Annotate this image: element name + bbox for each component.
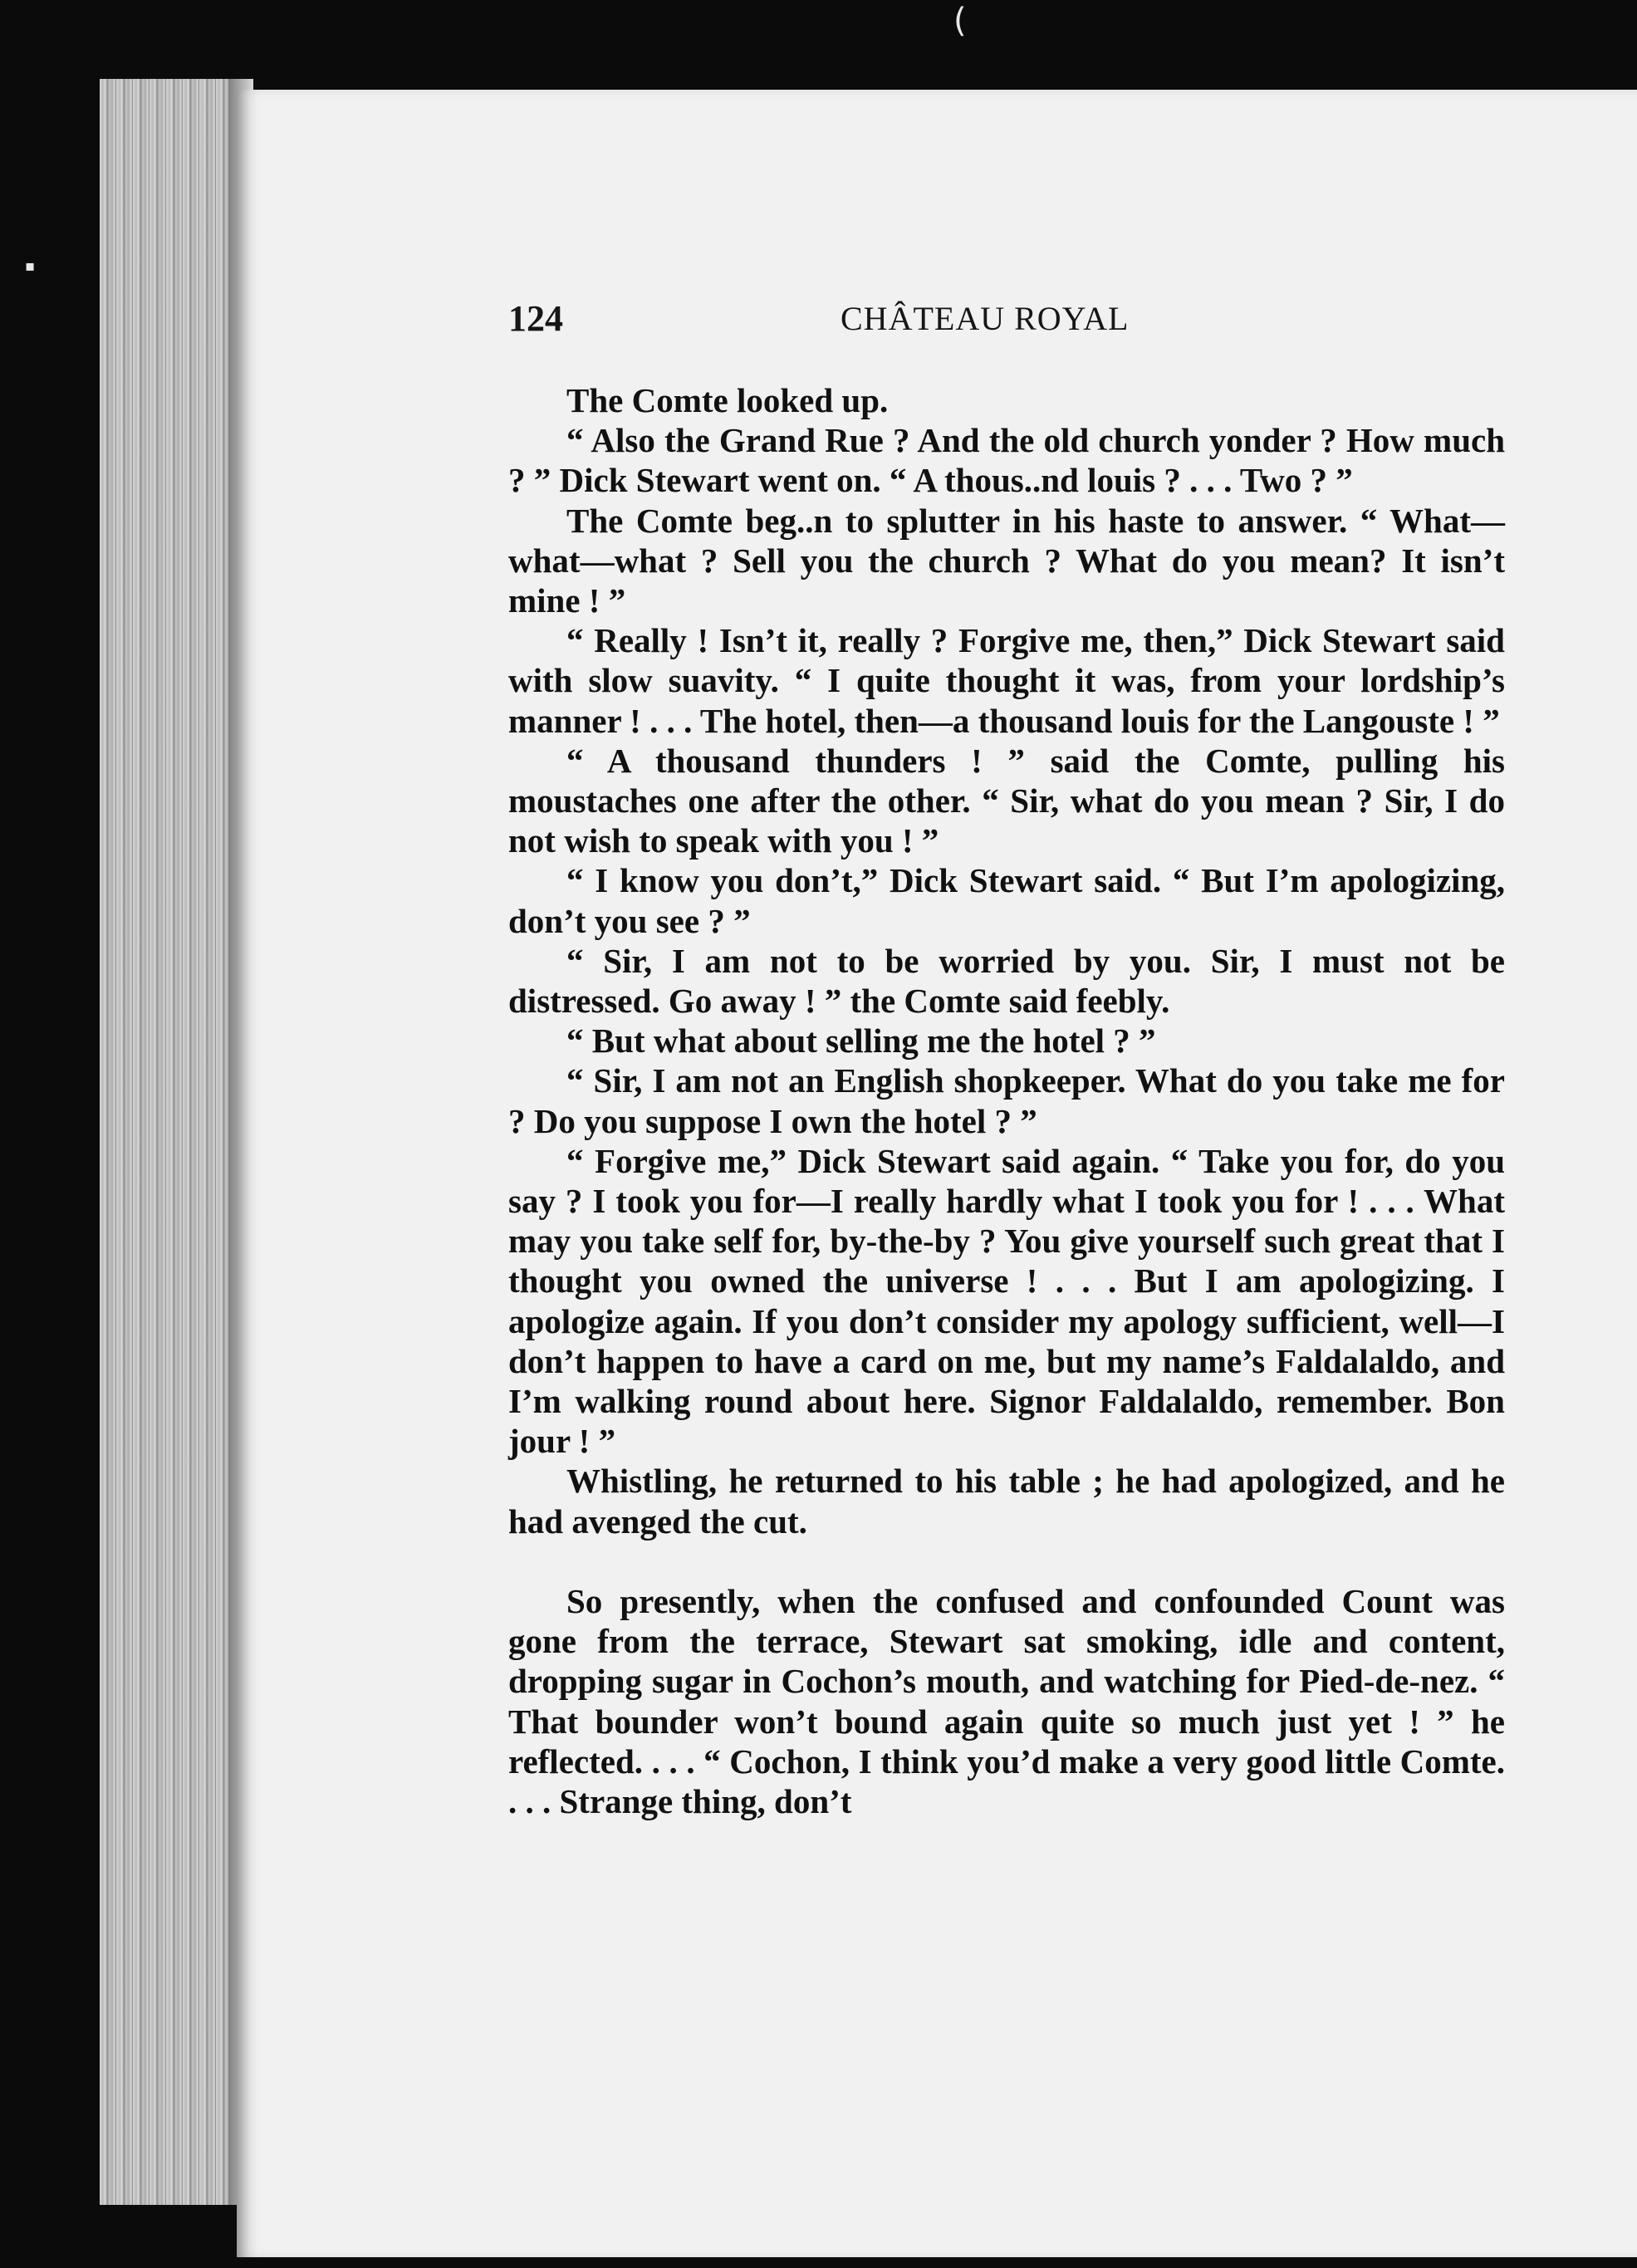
- scan-mark-left: ▪: [25, 257, 36, 275]
- page-number: 124: [508, 298, 563, 339]
- body-text: [508, 380, 1505, 1821]
- page-header: [508, 297, 1505, 355]
- paragraph: “ I know you don’t,” Dick Stewart said. “ But I’m apologizing, don’t you see ? ”: [508, 861, 1505, 940]
- paragraph: “ But what about selling me the hotel ? ”: [566, 1021, 1156, 1061]
- paragraph: Whistling, he returned to his table ; he had apologized, and he had avenged the cut.: [508, 1462, 1505, 1541]
- paragraph: “ Also the Grand Rue ? And the old church yonder ? How much ? ” Dick Stewart went on. “ A thous..nd louis ? . . . Two ? ”: [508, 421, 1505, 500]
- paragraph: “ Forgive me,” Dick Stewart said again. “ Take you for, do you say ? I took you for—I really hardly what I took you for ! . . . What may you take self for, by-the-by ? You give yourself such great that I thought you owned the universe ! . . . But I am apologizing. I apologize again. If you don’t consider my apology sufficient, well—I don’t happen to have a card on me, but my name’s Faldalaldo, and I’m walking round about here. Signor Faldalaldo, remember. Bon jour ! ”: [508, 1141, 1505, 1461]
- running-title: CHÂTEAU ROYAL: [841, 300, 1130, 337]
- paragraph: The Comte looked up.: [566, 381, 889, 419]
- section-break: [508, 1541, 1505, 1581]
- paragraph: “ A thousand thunders ! ” said the Comte, pulling his moustaches one after the other. “ Sir, what do you mean ? Sir, I do not wish to speak with you ! ”: [508, 741, 1505, 860]
- paragraph: “ Sir, I am not to be worried by you. Sir, I must not be distressed. Go away ! ” the Comte said feebly.: [508, 941, 1505, 1021]
- page-edges: [100, 79, 253, 2205]
- paragraph: The Comte beg..n to splutter in his haste to answer. “ What—what—what ? Sell you the church ? What do you mean? It isn’t mine ! ”: [508, 501, 1505, 620]
- paragraph: “ Sir, I am not an English shopkeeper. What do you take me for ? Do you suppose I own the hotel ? ”: [508, 1061, 1505, 1140]
- paragraph: “ Really ! Isn’t it, really ? Forgive me, then,” Dick Stewart said with slow suavity. “ I quite thought it was, from your lordship’s manner ! . . . The hotel, then—a thousand louis for the Langouste ! ”: [508, 621, 1505, 740]
- scan-mark-top: (: [953, 2, 967, 40]
- paragraph: So presently, when the confused and confounded Count was gone from the terrace, Stewart sat smoking, idle and content, dropping sugar in Cochon’s mouth, and watching for Pied-de-nez. “ That bounder won’t bound again quite so much just yet ! ” he reflected. . . . “ Cochon, I think you’d make a very good little Comte. . . . Strange thing, don’t: [508, 1581, 1505, 1820]
